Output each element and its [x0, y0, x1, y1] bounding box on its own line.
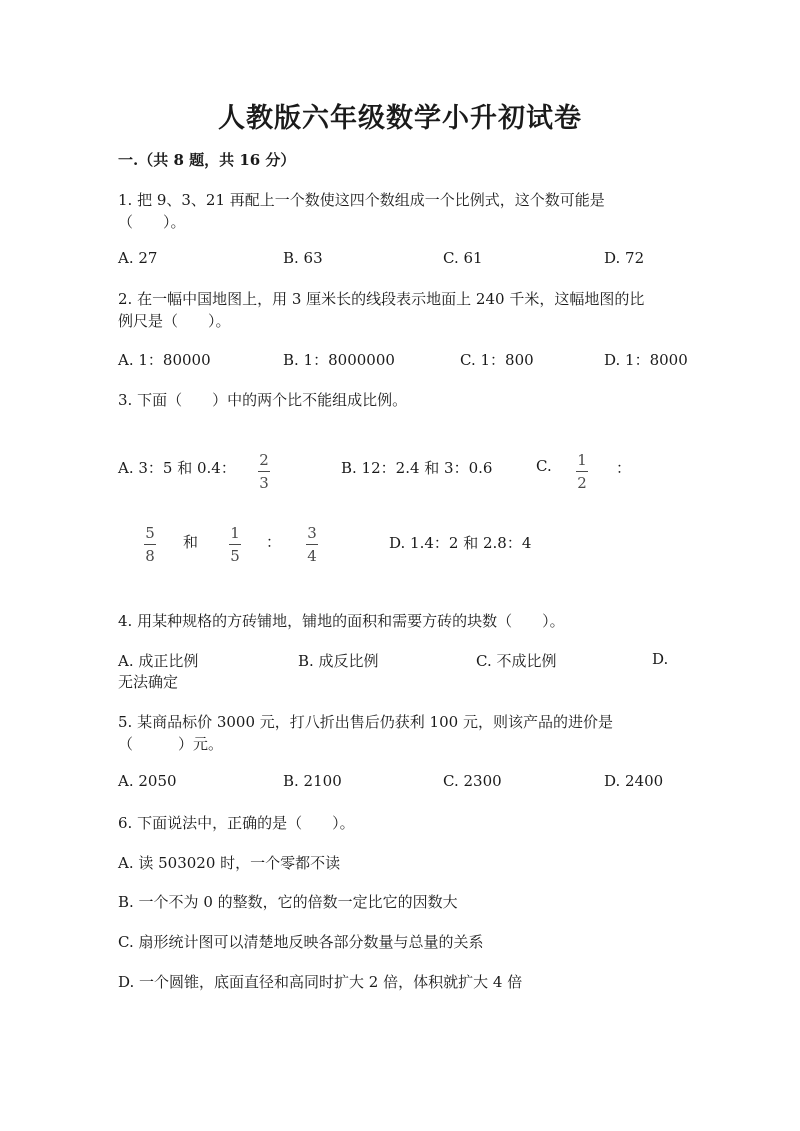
question-1-text-line1: 1. 把 9、3、21 再配上一个数使这四个数组成一个比例式，这个数可能是	[118, 191, 605, 209]
q6-option-a: A. 读 503020 时，一个零都不读	[118, 854, 341, 872]
fraction-denominator: 3	[259, 474, 269, 492]
question-6-text: 6. 下面说法中，正确的是（ ）。	[118, 814, 355, 832]
fraction-numerator: 2	[259, 451, 269, 469]
q4-option-d: D.	[652, 650, 669, 668]
q3-option-a-fraction	[258, 452, 270, 491]
fraction-bar	[229, 544, 241, 545]
fraction-numerator: 1	[577, 451, 587, 469]
fraction-bar	[306, 544, 318, 545]
q2-option-a: A. 1：80000	[118, 351, 211, 369]
q6-option-d: D. 一个圆锥，底面直径和高同时扩大 2 倍，体积就扩大 4 倍	[118, 973, 523, 991]
q2-option-b: B. 1：8000000	[283, 351, 395, 369]
question-1-text-line2: （ ）。	[118, 213, 186, 231]
fraction-bar	[576, 471, 588, 472]
q4-option-a: A. 成正比例	[118, 652, 199, 670]
question-5-text-line1: 5. 某商品标价 3000 元，打八折出售后仍获利 100 元，则该产品的进价是	[118, 713, 613, 731]
page-title: 人教版六年级数学小升初试卷	[218, 103, 582, 134]
q4-option-b: B. 成反比例	[298, 652, 379, 670]
q3-option-c-fraction-2	[144, 525, 156, 564]
fraction-numerator: 3	[307, 524, 317, 542]
question-2-text-line2: 例尺是（ ）。	[118, 312, 231, 330]
q3-option-c-colon-2: ：	[266, 533, 282, 551]
q3-option-c-fraction-1	[576, 452, 588, 491]
q3-option-c-and: 和	[183, 533, 199, 551]
fraction-numerator: 1	[230, 524, 240, 542]
question-3-text: 3. 下面（ ）中的两个比不能组成比例。	[118, 391, 408, 409]
section-header: 一.（共 8 题，共 16 分）	[118, 151, 296, 169]
q2-option-c: C. 1：800	[460, 351, 534, 369]
q1-option-b: B. 63	[283, 249, 323, 267]
q3-option-b: B. 12：2.4 和 3：0.6	[341, 459, 493, 477]
fraction-bar	[258, 471, 270, 472]
question-5-text-line2: （ ）元。	[118, 735, 224, 753]
fraction-denominator: 4	[307, 547, 317, 565]
q5-option-b: B. 2100	[283, 772, 342, 790]
q4-option-d-continued: 无法确定	[118, 673, 179, 691]
fraction-denominator: 8	[145, 547, 155, 565]
q2-option-d: D. 1：8000	[604, 351, 688, 369]
q1-option-a: A. 27	[118, 249, 158, 267]
q3-option-c-colon-1: ：	[616, 459, 632, 477]
q5-option-d: D. 2400	[604, 772, 664, 790]
q4-option-c: C. 不成比例	[476, 652, 557, 670]
q5-option-a: A. 2050	[118, 772, 177, 790]
fraction-denominator: 2	[577, 474, 587, 492]
q3-option-a: A. 3：5 和 0.4：	[118, 459, 236, 477]
fraction-bar	[144, 544, 156, 545]
q6-option-c: C. 扇形统计图可以清楚地反映各部分数量与总量的关系	[118, 933, 484, 951]
q3-option-c-fraction-3	[229, 525, 241, 564]
q1-option-c: C. 61	[443, 249, 483, 267]
q6-option-b: B. 一个不为 0 的整数，它的倍数一定比它的因数大	[118, 893, 458, 911]
fraction-numerator: 5	[145, 524, 155, 542]
question-2-text-line1: 2. 在一幅中国地图上，用 3 厘米长的线段表示地面上 240 千米，这幅地图的比	[118, 290, 645, 308]
q3-option-c-fraction-4	[306, 525, 318, 564]
q3-option-c: C.	[536, 457, 552, 475]
q3-option-d: D. 1.4：2 和 2.8：4	[389, 534, 532, 552]
q1-option-d: D. 72	[604, 249, 645, 267]
q5-option-c: C. 2300	[443, 772, 502, 790]
fraction-denominator: 5	[230, 547, 240, 565]
question-4-text: 4. 用某种规格的方砖铺地，铺地的面积和需要方砖的块数（ ）。	[118, 612, 565, 630]
